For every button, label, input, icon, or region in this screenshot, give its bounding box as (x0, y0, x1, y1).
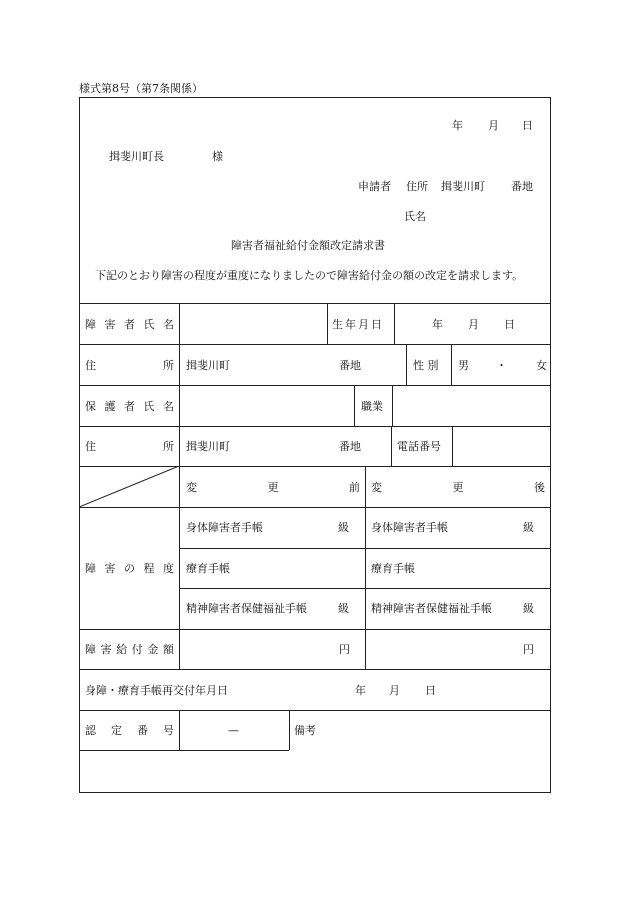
date-month: 月 (488, 119, 499, 132)
reissue-month: 月 (389, 684, 400, 697)
birth-day: 日 (504, 318, 515, 331)
address2-town: 揖斐川町 (186, 440, 230, 453)
date-day: 日 (522, 119, 533, 132)
sex-male[interactable]: 男 (458, 359, 469, 372)
addressee-honorific: 様 (212, 150, 223, 163)
form-number: 様式第8号（第7条関係） (79, 82, 203, 95)
rule (79, 750, 289, 751)
benefit-label: 障 害 給 付 金 額 (85, 643, 174, 656)
rule (79, 710, 551, 711)
birthdate-label: 生年月日 (332, 318, 384, 331)
rule (451, 344, 452, 385)
name-label: 氏名 (404, 210, 426, 223)
severity-label: 障 害 の 程 度 (85, 562, 174, 575)
cert-label: 認 定 番 号 (85, 724, 174, 737)
physical-before: 身体障害者手帳 (186, 521, 263, 534)
address-label: 住所 (406, 180, 428, 193)
benefit-after-yen: 円 (523, 643, 534, 656)
address1-banchi: 番地 (339, 359, 361, 372)
rule (289, 710, 290, 750)
address2-banchi: 番地 (339, 440, 361, 453)
rule (354, 385, 355, 426)
after-header: 変 更 後 (371, 481, 545, 494)
rule (179, 710, 180, 750)
rule (365, 548, 366, 588)
address2-label: 住 所 (85, 440, 174, 453)
guardian-label: 保 護 者 氏 名 (85, 400, 174, 413)
rule (79, 426, 551, 427)
applicant-town: 揖斐川町 (441, 180, 485, 193)
mental-after-grade: 級 (523, 602, 534, 615)
rule (79, 629, 551, 630)
address1-label: 住 所 (85, 359, 174, 372)
ryoiku-after: 療育手帳 (371, 562, 415, 575)
physical-before-grade: 級 (338, 521, 349, 534)
birth-year: 年 (432, 318, 443, 331)
remarks-label: 備考 (294, 724, 316, 737)
occupation-label: 職業 (361, 400, 383, 413)
diagonal-line (79, 466, 180, 508)
rule (79, 385, 551, 386)
address1-town: 揖斐川町 (186, 359, 230, 372)
benefit-before-yen: 円 (339, 643, 350, 656)
rule (394, 303, 395, 344)
rule (365, 588, 366, 669)
before-header: 変 更 前 (186, 481, 360, 494)
mental-before: 精神障害者保健福祉手帳 (186, 602, 307, 615)
rule (79, 344, 551, 345)
disabled-name-field[interactable] (181, 305, 325, 342)
rule (392, 385, 393, 426)
physical-after: 身体障害者手帳 (371, 521, 448, 534)
reissue-day: 日 (425, 684, 436, 697)
disabled-name-label: 障 害 者 氏 名 (85, 318, 174, 331)
rule (79, 669, 551, 670)
rule (391, 426, 392, 466)
mental-before-grade: 級 (338, 602, 349, 615)
rule (327, 303, 328, 344)
sex-label: 性 別 (413, 359, 439, 372)
rule (79, 303, 551, 304)
document-title: 障害者福祉給付金額改定請求書 (231, 239, 385, 252)
birth-month: 月 (468, 318, 479, 331)
reissue-label: 身障・療育手帳再交付年月日 (85, 684, 228, 697)
cert-dash: — (228, 724, 239, 737)
addressee: 揖斐川町長 (109, 150, 164, 163)
statement: 下記のとおり障害の程度が重度になりましたので障害給付金の額の改定を請求します。 (95, 269, 524, 282)
ryoiku-before: 療育手帳 (186, 562, 230, 575)
phone-label: 電話番号 (397, 440, 441, 453)
reissue-year: 年 (355, 684, 366, 697)
rule (452, 426, 453, 466)
rule (365, 466, 366, 548)
physical-after-grade: 級 (523, 521, 534, 534)
rule (406, 344, 407, 385)
sex-dot: ・ (496, 359, 507, 372)
applicant-label: 申請者 (358, 180, 391, 193)
applicant-banchi: 番地 (511, 180, 533, 193)
mental-after: 精神障害者保健福祉手帳 (371, 602, 492, 615)
date-year: 年 (452, 119, 463, 132)
sex-female[interactable]: 女 (536, 359, 547, 372)
